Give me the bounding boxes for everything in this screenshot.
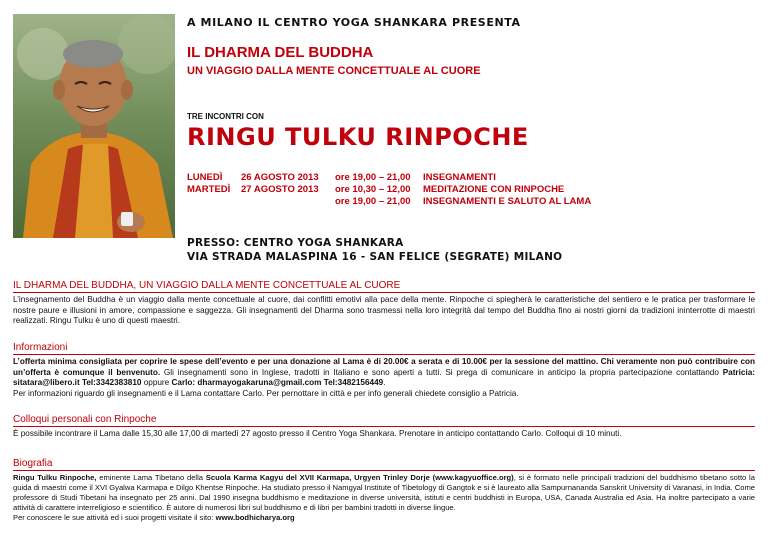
section-biografia <box>13 458 755 523</box>
section-informazioni <box>13 342 755 399</box>
event-subtitle: UN VIAGGIO DALLA MENTE CONCETTUALE AL CUORE <box>187 65 481 77</box>
info-text: Gli insegnamenti sono in Inglese, tradotti in Italiano e sono aperti a tutti. Si prega di comunicare in anticipo la propria partecipazione contattando <box>160 367 723 377</box>
bio-school: Scuola Karma Kagyu del XVII Karmapa, Urgyen Trinley Dorje (www.kagyuoffice.org) <box>205 473 514 482</box>
contact-patricia[interactable]: Patricia: sitatara@libero.it Tel:3342383810 <box>13 367 755 387</box>
presenter-line: A MILANO IL CENTRO YOGA SHANKARA PRESENTA <box>187 16 521 29</box>
section-text: È possibile incontrare il Lama dalle 15,30 alle 17,00 di martedì 27 agosto presso il Centro Yoga Shankara. Prenotare in anticipo contattando Carlo. Colloqui di 10 minuti. <box>13 429 622 438</box>
section-text <box>13 473 755 523</box>
offer-text: L’offerta minima consigliata per coprire le spese dell’evento e per una donazione al Lama è di 20.00€ a serata e di 10.00€ per la sessione del mattino. Chi veramente non può contribuire con un’offerta è comunque il benvenuto. <box>13 357 755 377</box>
schedule-date: 27 AGOSTO 2013 <box>241 184 319 195</box>
event-title: IL DHARMA DEL BUDDHA <box>187 44 374 61</box>
venue-address: VIA STRADA MALASPINA 16 - SAN FELICE (SEGRATE) MILANO <box>187 251 563 263</box>
info-text: . <box>383 378 386 387</box>
schedule-time: ore 19,00 – 21,00 <box>335 172 411 183</box>
schedule-day: MARTEDÌ <box>187 184 231 195</box>
schedule-event: INSEGNAMENTI E SALUTO AL LAMA <box>423 196 592 207</box>
section-heading: IL DHARMA DEL BUDDHA, UN VIAGGIO DALLA MENTE CONCETTUALE AL CUORE <box>13 280 755 293</box>
info-text: oppure <box>141 378 172 387</box>
schedule-event: MEDITAZIONE CON RINPOCHE <box>423 184 565 195</box>
website-link[interactable]: www.bodhicharya.org <box>215 513 295 522</box>
section-dharma <box>13 280 755 327</box>
meetings-label: TRE INCONTRI CON <box>187 112 264 121</box>
teacher-name: RINGU TULKU RINPOCHE <box>187 123 529 151</box>
bio-name: Ringu Tulku Rinpoche, <box>13 473 97 482</box>
section-heading: Colloqui personali con Rinpoche <box>13 414 755 427</box>
info-text: Per informazioni riguardo gli insegnamenti e il Lama contattare Carlo. Per pernottare in città e per info generali chiedete consiglio a Patricia. <box>13 388 519 398</box>
schedule-time: ore 10,30 – 12,00 <box>335 184 411 195</box>
section-heading: Biografia <box>13 458 755 471</box>
schedule-time: ore 19,00 – 21,00 <box>335 196 411 207</box>
schedule-event: INSEGNAMENTI <box>423 172 496 183</box>
schedule-date: 26 AGOSTO 2013 <box>241 172 319 183</box>
contact-carlo[interactable]: Carlo: dharmayogakaruna@gmail.com Tel:3482156449 <box>171 378 384 387</box>
bio-text: Per conoscere le sue attività ed i suoi progetti visitate il sito: <box>13 513 216 522</box>
venue-name: PRESSO: CENTRO YOGA SHANKARA <box>187 237 404 249</box>
section-heading: Informazioni <box>13 342 755 355</box>
schedule-day: LUNEDÌ <box>187 172 223 183</box>
rinpoche-photo <box>13 14 175 238</box>
bio-text: , si è formato nelle principali tradizioni del buddhismo tibetano sotto la guida di maestri come il XVI Gyalwa Karmapa e Dilgo Khentse Rinpoche. Ha studiato presso il Namgyal Institute of Tibetology di Gangtok e si è laureato alla Sampurnananda Sanskrit University di Varanasi, in India. Come professore di Studi Tibetani ha insegnato per 25 anni. Dal 1990 insegna buddhismo e meditazione in diverse università, istituti e centri buddhisti in Europa, USA, Canada Australia ed Asia. Ha inoltre partecipato a varie attività di carattere interreligioso e scientifico. È autore di numerosi libri sul buddhismo e di libri per bambini tradotti in diverse lingue. <box>13 473 755 512</box>
section-colloqui <box>13 414 755 440</box>
section-text: L’insegnamento del Buddha è un viaggio dalla mente concettuale al cuore, dai conflitti emotivi alla pace della mente. Rinpoche ci spiegherà le caratteristiche del sentiero e le pratica per trasformare le nostre paure e illusioni in amore, compassione e saggezza. Gli insegnamenti del Dharma sono trasmessi nella loro integrità dal tempo del Buddha fino ai nostri giorni da tradizioni ininterrotte di maestri realizzati. Ringu Tulku è uno di questi maestri. <box>13 295 755 325</box>
bio-text: eminente Lama Tibetano della <box>96 473 206 482</box>
section-text <box>13 357 755 399</box>
